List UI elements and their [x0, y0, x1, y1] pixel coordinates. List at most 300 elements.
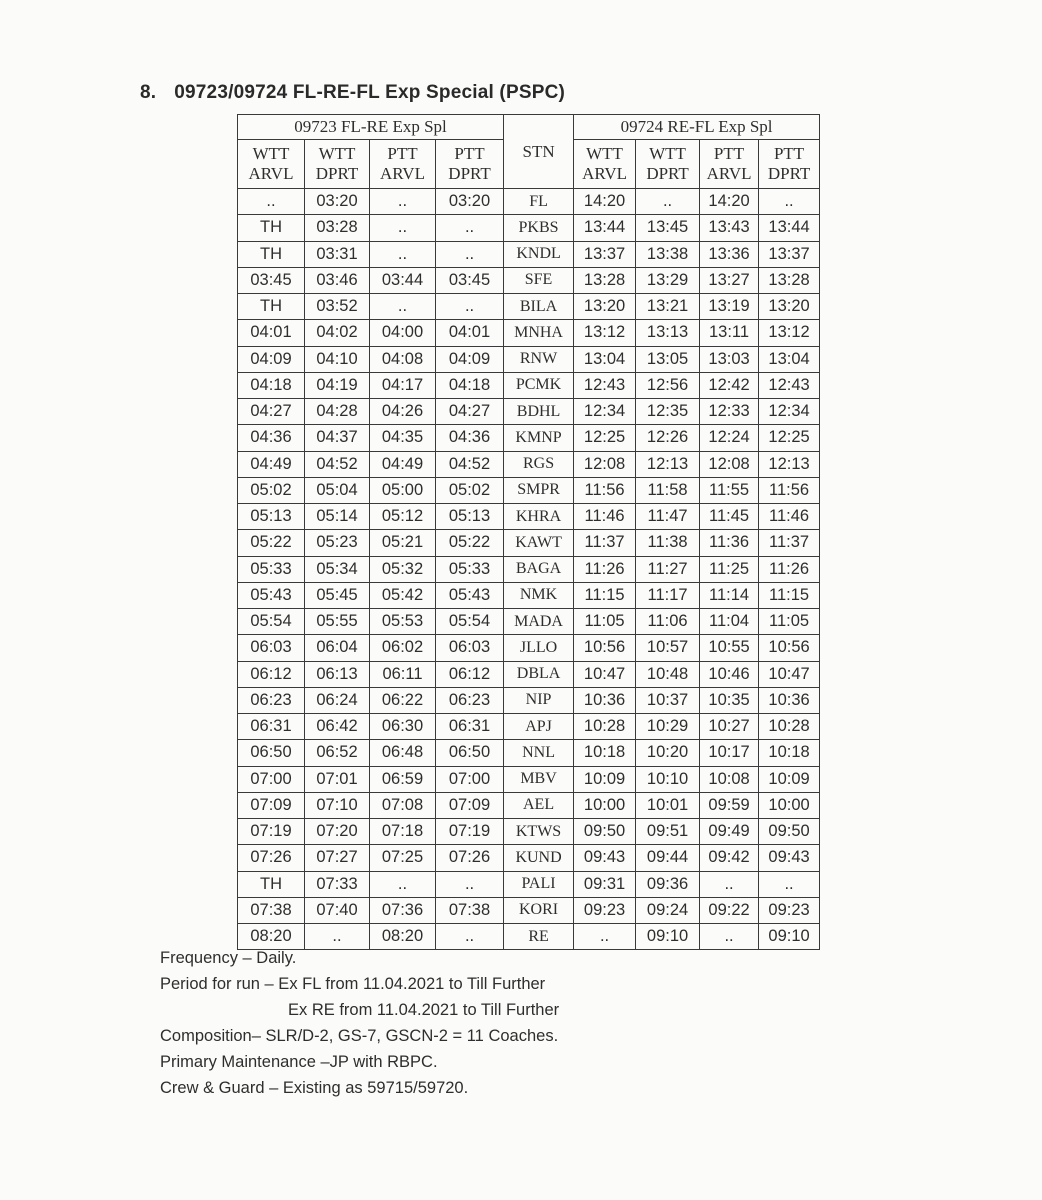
- time-cell: 13:04: [759, 346, 820, 372]
- time-cell: 09:43: [574, 845, 636, 871]
- time-cell: ..: [636, 189, 700, 215]
- station-code: PALI: [504, 871, 574, 897]
- time-cell: ..: [436, 871, 504, 897]
- time-cell: 07:26: [238, 845, 305, 871]
- time-cell: 12:08: [700, 451, 759, 477]
- time-cell: 10:18: [759, 740, 820, 766]
- table-row: [238, 530, 820, 556]
- time-cell: 03:31: [305, 241, 370, 267]
- time-cell: 14:20: [574, 189, 636, 215]
- table-row: [238, 372, 820, 398]
- time-cell: 05:34: [305, 556, 370, 582]
- time-cell: 10:28: [759, 714, 820, 740]
- time-cell: 04:01: [436, 320, 504, 346]
- time-cell: 04:27: [238, 399, 305, 425]
- time-cell: 04:28: [305, 399, 370, 425]
- table-row: [238, 399, 820, 425]
- time-cell: 03:44: [370, 267, 436, 293]
- station-code: BILA: [504, 294, 574, 320]
- time-cell: 11:56: [759, 477, 820, 503]
- up-col-header-wtt-arvl: WTT ARVL: [238, 140, 305, 189]
- down-train-title: 09724 RE-FL Exp Spl: [574, 115, 820, 140]
- station-code: MADA: [504, 609, 574, 635]
- time-cell: 10:35: [700, 687, 759, 713]
- time-cell: 05:00: [370, 477, 436, 503]
- time-cell: ..: [370, 871, 436, 897]
- time-cell: 11:47: [636, 504, 700, 530]
- station-column-header: STN: [504, 115, 574, 189]
- time-cell: 07:10: [305, 792, 370, 818]
- time-cell: 13:13: [636, 320, 700, 346]
- time-cell: 10:47: [574, 661, 636, 687]
- time-cell: 04:27: [436, 399, 504, 425]
- station-code: KMNP: [504, 425, 574, 451]
- time-cell: 10:47: [759, 661, 820, 687]
- time-cell: 12:26: [636, 425, 700, 451]
- time-cell: 13:44: [759, 215, 820, 241]
- section-number: 8.: [140, 82, 157, 103]
- table-row: [238, 871, 820, 897]
- time-cell: 03:45: [436, 267, 504, 293]
- time-cell: 10:00: [759, 792, 820, 818]
- time-cell: ..: [370, 189, 436, 215]
- time-cell: 06:04: [305, 635, 370, 661]
- station-code: PCMK: [504, 372, 574, 398]
- station-code: KHRA: [504, 504, 574, 530]
- time-cell: 05:33: [436, 556, 504, 582]
- table-row: [238, 425, 820, 451]
- time-cell: 10:57: [636, 635, 700, 661]
- time-cell: 12:25: [759, 425, 820, 451]
- time-cell: 10:09: [574, 766, 636, 792]
- time-cell: 13:29: [636, 267, 700, 293]
- time-cell: 13:43: [700, 215, 759, 241]
- time-cell: 06:30: [370, 714, 436, 740]
- time-cell: 04:09: [436, 346, 504, 372]
- time-cell: 06:31: [436, 714, 504, 740]
- time-cell: 12:34: [759, 399, 820, 425]
- table-row: [238, 609, 820, 635]
- station-code: JLLO: [504, 635, 574, 661]
- time-cell: 07:00: [436, 766, 504, 792]
- maintenance-note: Primary Maintenance –JP with RBPC.: [160, 1053, 438, 1071]
- time-cell: 10:18: [574, 740, 636, 766]
- time-cell: 03:52: [305, 294, 370, 320]
- period-note-line1: Period for run – Ex FL from 11.04.2021 to Till Further: [160, 975, 546, 993]
- time-cell: 07:25: [370, 845, 436, 871]
- time-cell: 10:37: [636, 687, 700, 713]
- time-cell: ..: [574, 924, 636, 950]
- time-cell: ..: [759, 189, 820, 215]
- time-cell: 10:01: [636, 792, 700, 818]
- time-cell: 12:56: [636, 372, 700, 398]
- time-cell: 11:27: [636, 556, 700, 582]
- time-cell: 13:28: [574, 267, 636, 293]
- time-cell: 11:45: [700, 504, 759, 530]
- time-cell: 13:20: [574, 294, 636, 320]
- time-cell: ..: [436, 924, 504, 950]
- table-row: [238, 714, 820, 740]
- time-cell: 04:52: [436, 451, 504, 477]
- time-cell: 07:19: [436, 819, 504, 845]
- up-col-header-ptt-dprt: PTT DPRT: [436, 140, 504, 189]
- station-code: APJ: [504, 714, 574, 740]
- time-cell: 07:01: [305, 766, 370, 792]
- time-cell: 11:37: [759, 530, 820, 556]
- time-cell: ..: [305, 924, 370, 950]
- up-train-title: 09723 FL-RE Exp Spl: [238, 115, 504, 140]
- time-cell: 07:09: [238, 792, 305, 818]
- time-cell: 03:20: [436, 189, 504, 215]
- station-code: BDHL: [504, 399, 574, 425]
- time-cell: 06:12: [238, 661, 305, 687]
- time-cell: 07:09: [436, 792, 504, 818]
- time-cell: 04:52: [305, 451, 370, 477]
- time-cell: 04:37: [305, 425, 370, 451]
- time-cell: 11:26: [574, 556, 636, 582]
- table-row: [238, 267, 820, 293]
- time-cell: 10:55: [700, 635, 759, 661]
- station-code: KAWT: [504, 530, 574, 556]
- time-cell: 05:53: [370, 609, 436, 635]
- table-row: [238, 504, 820, 530]
- time-cell: 11:46: [574, 504, 636, 530]
- time-cell: 11:56: [574, 477, 636, 503]
- time-cell: 06:23: [238, 687, 305, 713]
- period-note-line2: Ex RE from 11.04.2021 to Till Further: [288, 1001, 560, 1019]
- time-cell: 06:31: [238, 714, 305, 740]
- time-cell: 05:43: [238, 582, 305, 608]
- table-row: [238, 477, 820, 503]
- time-cell: 09:31: [574, 871, 636, 897]
- time-cell: 05:22: [238, 530, 305, 556]
- time-cell: ..: [370, 294, 436, 320]
- time-cell: 13:12: [574, 320, 636, 346]
- time-cell: ..: [436, 215, 504, 241]
- time-cell: 05:14: [305, 504, 370, 530]
- station-code: RE: [504, 924, 574, 950]
- time-cell: 07:27: [305, 845, 370, 871]
- up-col-header-wtt-dprt: WTT DPRT: [305, 140, 370, 189]
- time-cell: 12:13: [759, 451, 820, 477]
- table-row: [238, 792, 820, 818]
- time-cell: 09:51: [636, 819, 700, 845]
- time-cell: TH: [238, 871, 305, 897]
- time-cell: 09:49: [700, 819, 759, 845]
- time-cell: 03:45: [238, 267, 305, 293]
- table-row: [238, 819, 820, 845]
- time-cell: 06:13: [305, 661, 370, 687]
- time-cell: 05:02: [238, 477, 305, 503]
- time-cell: 10:10: [636, 766, 700, 792]
- station-code: NIP: [504, 687, 574, 713]
- time-cell: 10:56: [574, 635, 636, 661]
- time-cell: 05:55: [305, 609, 370, 635]
- time-cell: 08:20: [370, 924, 436, 950]
- time-cell: 04:18: [436, 372, 504, 398]
- time-cell: 10:27: [700, 714, 759, 740]
- time-cell: 06:52: [305, 740, 370, 766]
- time-cell: 06:42: [305, 714, 370, 740]
- time-cell: 06:59: [370, 766, 436, 792]
- time-cell: 11:36: [700, 530, 759, 556]
- time-cell: 13:12: [759, 320, 820, 346]
- time-cell: 04:01: [238, 320, 305, 346]
- time-cell: 05:32: [370, 556, 436, 582]
- time-cell: 09:10: [759, 924, 820, 950]
- time-cell: 05:12: [370, 504, 436, 530]
- time-cell: 09:23: [759, 897, 820, 923]
- time-cell: 07:18: [370, 819, 436, 845]
- section-title: 09723/09724 FL-RE-FL Exp Special (PSPC): [174, 82, 566, 103]
- frequency-note: Frequency – Daily.: [160, 949, 297, 967]
- time-cell: 11:05: [574, 609, 636, 635]
- time-cell: 12:43: [574, 372, 636, 398]
- station-code: SFE: [504, 267, 574, 293]
- time-cell: 11:38: [636, 530, 700, 556]
- time-cell: 06:11: [370, 661, 436, 687]
- time-cell: 05:13: [238, 504, 305, 530]
- time-cell: 12:24: [700, 425, 759, 451]
- time-cell: 10:09: [759, 766, 820, 792]
- time-cell: 08:20: [238, 924, 305, 950]
- time-cell: 04:02: [305, 320, 370, 346]
- time-cell: 09:10: [636, 924, 700, 950]
- time-cell: ..: [436, 294, 504, 320]
- time-cell: TH: [238, 294, 305, 320]
- time-cell: 04:09: [238, 346, 305, 372]
- time-cell: 12:43: [759, 372, 820, 398]
- time-cell: 13:03: [700, 346, 759, 372]
- time-cell: 13:45: [636, 215, 700, 241]
- time-cell: ..: [370, 241, 436, 267]
- time-cell: 10:29: [636, 714, 700, 740]
- time-cell: 04:18: [238, 372, 305, 398]
- time-cell: TH: [238, 241, 305, 267]
- station-code: RNW: [504, 346, 574, 372]
- time-cell: 05:23: [305, 530, 370, 556]
- time-cell: 13:38: [636, 241, 700, 267]
- time-cell: 04:35: [370, 425, 436, 451]
- time-cell: ..: [436, 241, 504, 267]
- time-cell: 10:00: [574, 792, 636, 818]
- time-cell: 07:33: [305, 871, 370, 897]
- time-cell: 06:03: [436, 635, 504, 661]
- time-cell: 07:00: [238, 766, 305, 792]
- time-cell: 04:17: [370, 372, 436, 398]
- table-row: [238, 897, 820, 923]
- time-cell: 13:37: [574, 241, 636, 267]
- composition-note: Composition– SLR/D-2, GS-7, GSCN-2 = 11 Coaches.: [160, 1027, 559, 1045]
- time-cell: 10:36: [574, 687, 636, 713]
- time-cell: 07:40: [305, 897, 370, 923]
- time-cell: 09:50: [759, 819, 820, 845]
- time-cell: 12:35: [636, 399, 700, 425]
- time-cell: 10:36: [759, 687, 820, 713]
- down-col-header-wtt-dprt: WTT DPRT: [636, 140, 700, 189]
- time-cell: 05:13: [436, 504, 504, 530]
- time-cell: 10:20: [636, 740, 700, 766]
- timetable: [237, 114, 820, 950]
- time-cell: TH: [238, 215, 305, 241]
- time-cell: 05:21: [370, 530, 436, 556]
- time-cell: 06:02: [370, 635, 436, 661]
- table-row: [238, 845, 820, 871]
- time-cell: 13:21: [636, 294, 700, 320]
- time-cell: 13:04: [574, 346, 636, 372]
- station-code: MBV: [504, 766, 574, 792]
- table-row: [238, 346, 820, 372]
- station-code: RGS: [504, 451, 574, 477]
- time-cell: 12:33: [700, 399, 759, 425]
- station-code: AEL: [504, 792, 574, 818]
- down-col-header-wtt-arvl: WTT ARVL: [574, 140, 636, 189]
- station-code: SMPR: [504, 477, 574, 503]
- time-cell: 11:25: [700, 556, 759, 582]
- table-row: [238, 766, 820, 792]
- time-cell: 11:15: [574, 582, 636, 608]
- time-cell: 11:55: [700, 477, 759, 503]
- station-code: BAGA: [504, 556, 574, 582]
- time-cell: 05:45: [305, 582, 370, 608]
- down-col-header-ptt-arvl: PTT ARVL: [700, 140, 759, 189]
- time-cell: 09:50: [574, 819, 636, 845]
- time-cell: 04:49: [370, 451, 436, 477]
- time-cell: 11:04: [700, 609, 759, 635]
- table-row: [238, 582, 820, 608]
- table-row: [238, 241, 820, 267]
- time-cell: 07:26: [436, 845, 504, 871]
- station-code: KNDL: [504, 241, 574, 267]
- time-cell: 12:08: [574, 451, 636, 477]
- time-cell: 11:46: [759, 504, 820, 530]
- time-cell: 05:02: [436, 477, 504, 503]
- time-cell: 07:08: [370, 792, 436, 818]
- table-row: [238, 189, 820, 215]
- time-cell: 05:22: [436, 530, 504, 556]
- time-cell: 09:42: [700, 845, 759, 871]
- time-cell: 13:11: [700, 320, 759, 346]
- time-cell: 05:04: [305, 477, 370, 503]
- time-cell: 06:23: [436, 687, 504, 713]
- time-cell: 04:36: [238, 425, 305, 451]
- crew-note: Crew & Guard – Existing as 59715/59720.: [160, 1079, 469, 1097]
- time-cell: 11:58: [636, 477, 700, 503]
- time-cell: 12:25: [574, 425, 636, 451]
- time-cell: 13:27: [700, 267, 759, 293]
- table-row: [238, 661, 820, 687]
- time-cell: 06:03: [238, 635, 305, 661]
- time-cell: 12:34: [574, 399, 636, 425]
- time-cell: 09:22: [700, 897, 759, 923]
- time-cell: 05:33: [238, 556, 305, 582]
- time-cell: 03:28: [305, 215, 370, 241]
- time-cell: 11:17: [636, 582, 700, 608]
- time-cell: 09:44: [636, 845, 700, 871]
- time-cell: 06:24: [305, 687, 370, 713]
- time-cell: 11:14: [700, 582, 759, 608]
- time-cell: 11:26: [759, 556, 820, 582]
- table-row: [238, 687, 820, 713]
- station-code: NMK: [504, 582, 574, 608]
- time-cell: 13:36: [700, 241, 759, 267]
- table-row: [238, 635, 820, 661]
- time-cell: 11:15: [759, 582, 820, 608]
- table-row: [238, 740, 820, 766]
- time-cell: 11:06: [636, 609, 700, 635]
- time-cell: 05:43: [436, 582, 504, 608]
- table-row: [238, 556, 820, 582]
- time-cell: 07:19: [238, 819, 305, 845]
- time-cell: 07:36: [370, 897, 436, 923]
- down-col-header-ptt-dprt: PTT DPRT: [759, 140, 820, 189]
- station-code: KUND: [504, 845, 574, 871]
- time-cell: 10:46: [700, 661, 759, 687]
- time-cell: 09:59: [700, 792, 759, 818]
- time-cell: ..: [759, 871, 820, 897]
- time-cell: 05:54: [436, 609, 504, 635]
- time-cell: 06:50: [238, 740, 305, 766]
- station-code: KORI: [504, 897, 574, 923]
- up-col-header-ptt-arvl: PTT ARVL: [370, 140, 436, 189]
- time-cell: 10:48: [636, 661, 700, 687]
- time-cell: 04:10: [305, 346, 370, 372]
- time-cell: ..: [238, 189, 305, 215]
- time-cell: 13:05: [636, 346, 700, 372]
- station-code: DBLA: [504, 661, 574, 687]
- time-cell: ..: [370, 215, 436, 241]
- time-cell: 11:05: [759, 609, 820, 635]
- station-code: NNL: [504, 740, 574, 766]
- time-cell: 03:20: [305, 189, 370, 215]
- time-cell: 05:54: [238, 609, 305, 635]
- time-cell: 13:44: [574, 215, 636, 241]
- time-cell: ..: [700, 871, 759, 897]
- notes-block: [160, 945, 559, 1101]
- time-cell: 09:36: [636, 871, 700, 897]
- time-cell: 13:37: [759, 241, 820, 267]
- station-code: PKBS: [504, 215, 574, 241]
- time-cell: 07:20: [305, 819, 370, 845]
- table-row: [238, 215, 820, 241]
- page-title: [140, 82, 565, 104]
- time-cell: 14:20: [700, 189, 759, 215]
- time-cell: 04:19: [305, 372, 370, 398]
- time-cell: 09:23: [574, 897, 636, 923]
- station-code: FL: [504, 189, 574, 215]
- time-cell: 04:26: [370, 399, 436, 425]
- time-cell: 09:43: [759, 845, 820, 871]
- time-cell: 03:46: [305, 267, 370, 293]
- time-cell: ..: [700, 924, 759, 950]
- time-cell: 10:56: [759, 635, 820, 661]
- time-cell: 12:42: [700, 372, 759, 398]
- time-cell: 06:12: [436, 661, 504, 687]
- time-cell: 06:22: [370, 687, 436, 713]
- time-cell: 07:38: [238, 897, 305, 923]
- time-cell: 12:13: [636, 451, 700, 477]
- time-cell: 05:42: [370, 582, 436, 608]
- table-row: [238, 294, 820, 320]
- time-cell: 13:28: [759, 267, 820, 293]
- table-row: [238, 320, 820, 346]
- time-cell: 13:20: [759, 294, 820, 320]
- time-cell: 04:49: [238, 451, 305, 477]
- time-cell: 11:37: [574, 530, 636, 556]
- table-row: [238, 451, 820, 477]
- time-cell: 04:00: [370, 320, 436, 346]
- time-cell: 04:08: [370, 346, 436, 372]
